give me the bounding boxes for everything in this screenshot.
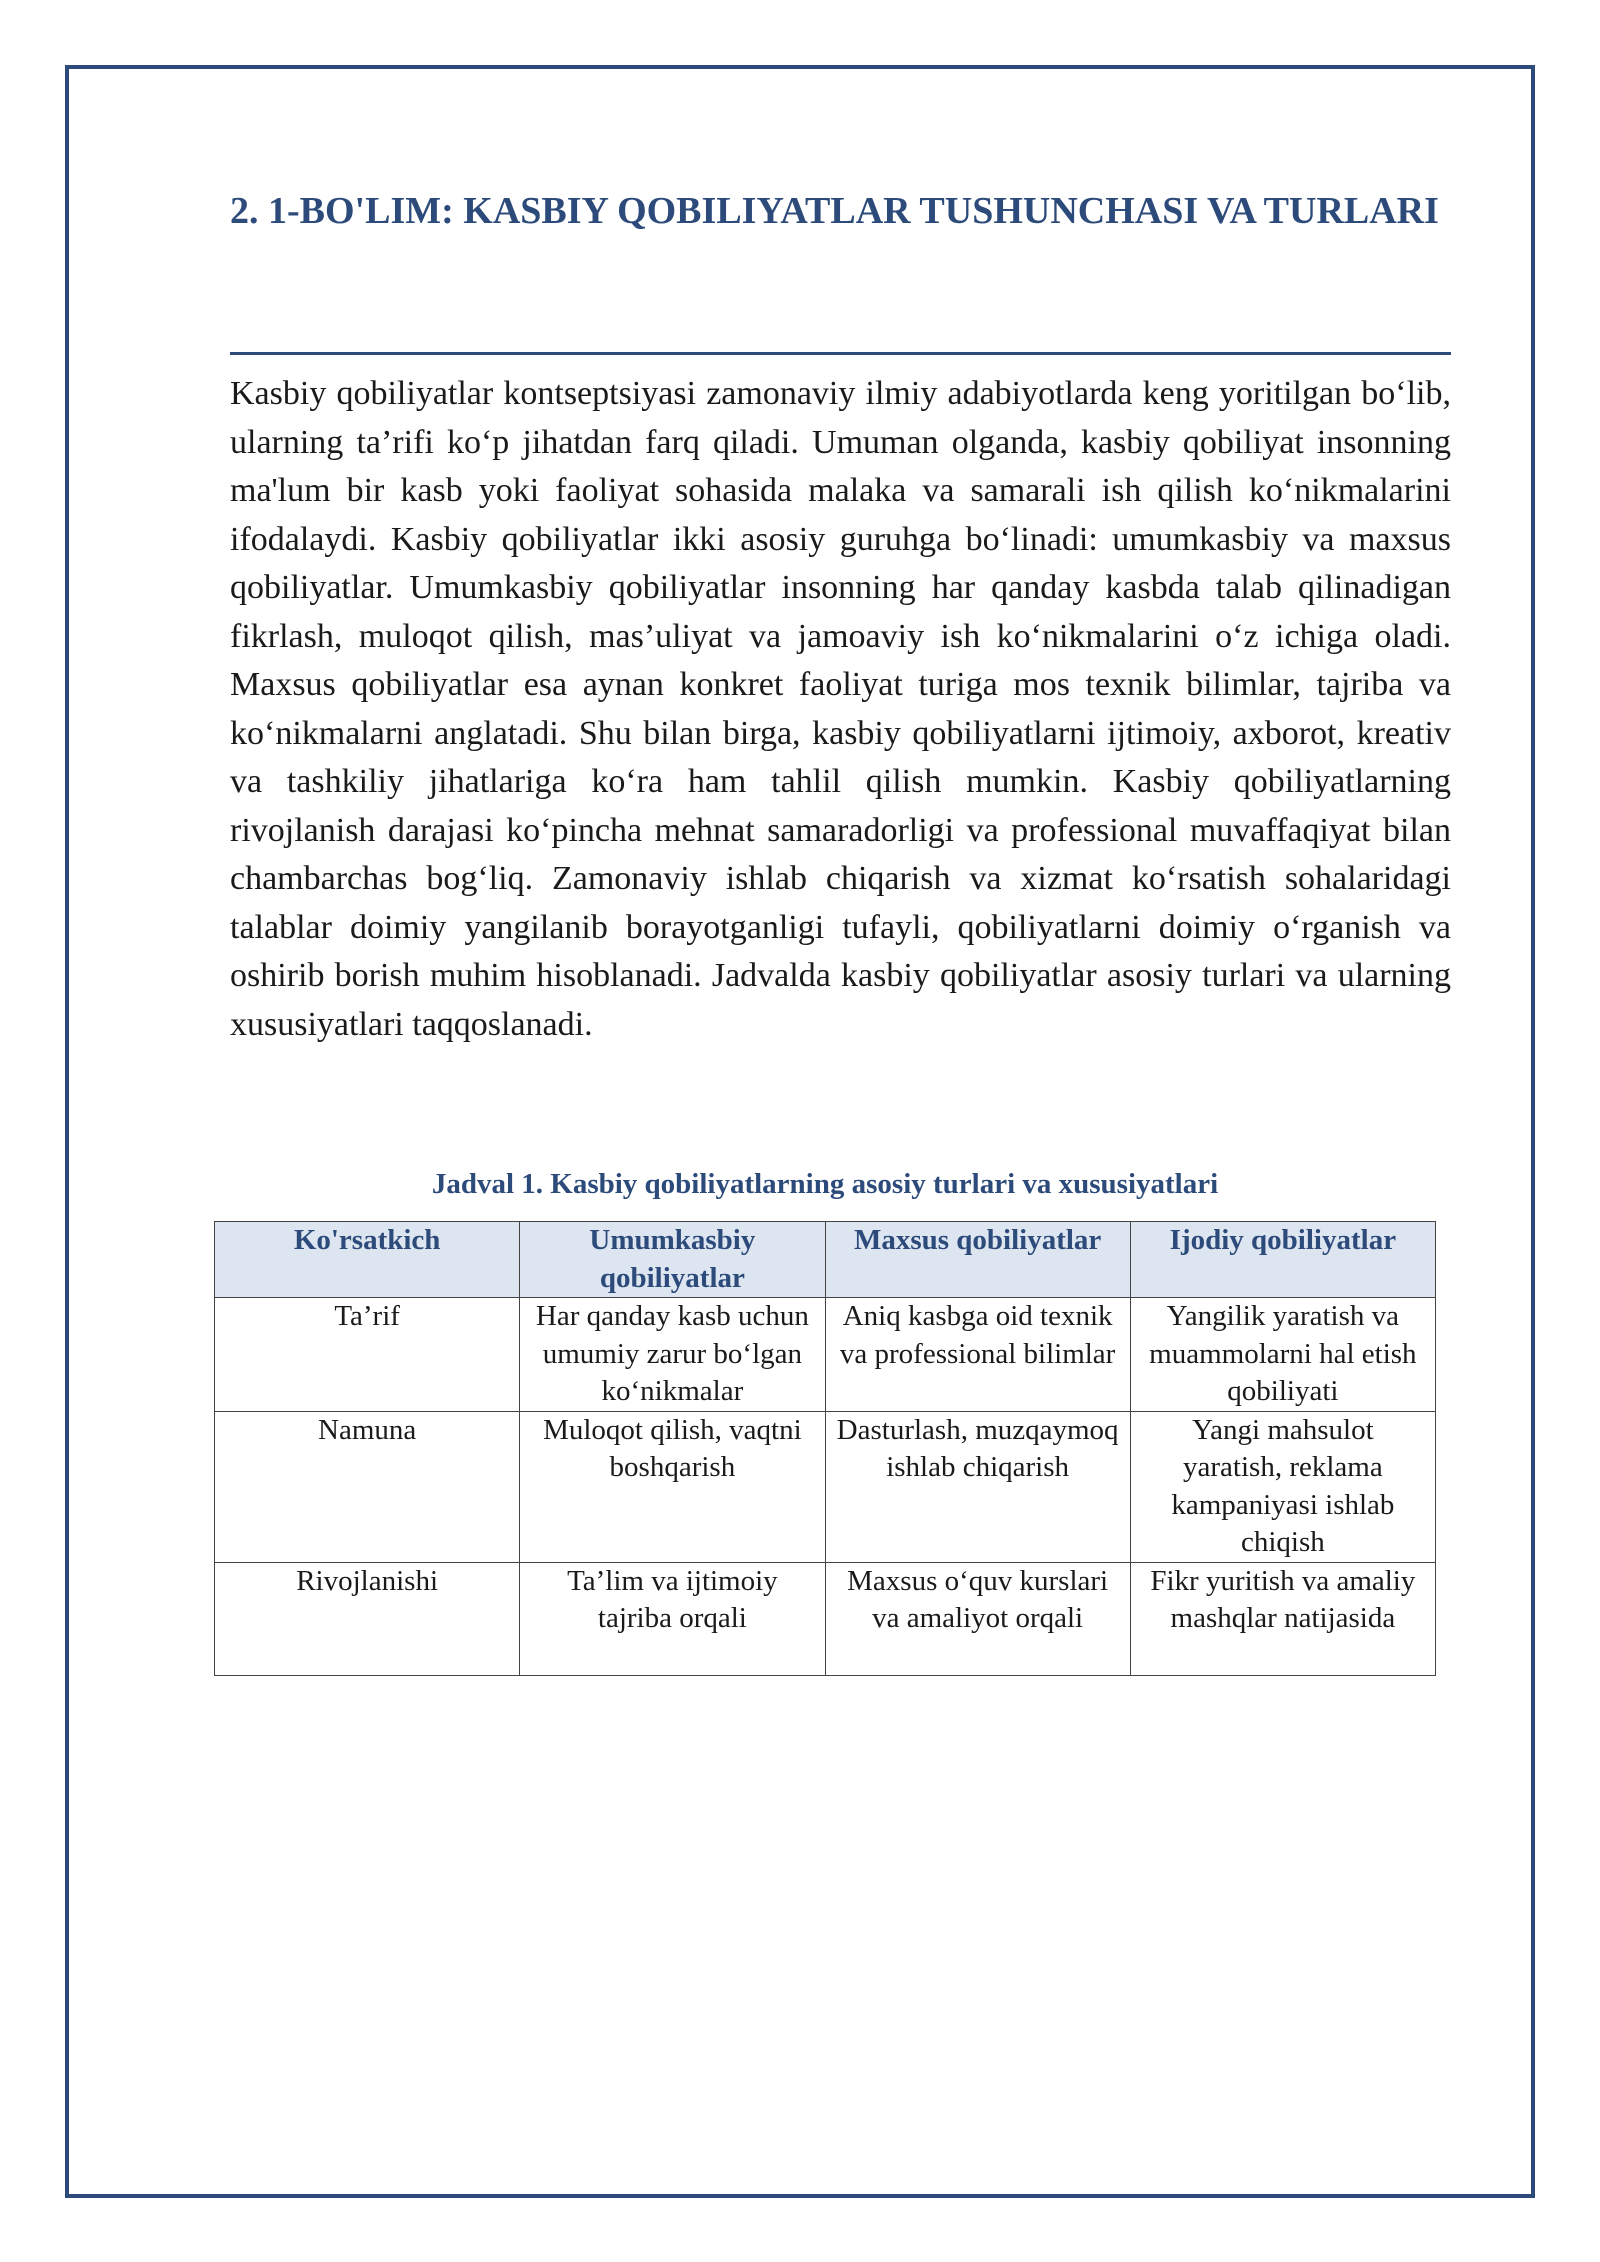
table-header-cell: Umumkasbiy qobiliyatlar [520, 1222, 825, 1298]
section-heading: 2. 1-BO'LIM: KASBIY QOBILIYATLAR TUSHUNCHASI VA TURLARI [230, 190, 1439, 232]
abilities-table [214, 1221, 1436, 1676]
table-cell: Ta’lim va ijtimoiy tajriba orqali [520, 1562, 825, 1675]
table-cell: Dasturlash, muzqaymoq ishlab chiqarish [825, 1411, 1130, 1562]
table-header-cell: Maxsus qobiliyatlar [825, 1222, 1130, 1298]
table-caption: Jadval 1. Kasbiy qobiliyatlarning asosiy turlari va xususiyatlari [431, 1168, 1219, 1200]
table-cell: Namuna [215, 1411, 520, 1562]
table-cell: Rivojlanishi [215, 1562, 520, 1675]
table-cell: Fikr yuritish va amaliy mashqlar natijasida [1130, 1562, 1435, 1675]
table-cell: Yangi mahsulot yaratish, reklama kampaniyasi ishlab chiqish [1130, 1411, 1435, 1562]
table-header-row [215, 1222, 1436, 1298]
table-row [215, 1298, 1436, 1412]
table-header-cell: Ko'rsatkich [215, 1222, 520, 1298]
table-cell: Ta’rif [215, 1298, 520, 1412]
table-cell: Maxsus o‘quv kurslari va amaliyot orqali [825, 1562, 1130, 1675]
table-cell: Aniq kasbga oid texnik va professional bilimlar [825, 1298, 1130, 1412]
body-paragraph: Kasbiy qobiliyatlar kontseptsiyasi zamonaviy ilmiy adabiyotlarda keng yoritilgan bo‘lib, ularning ta’rifi ko‘p jihatdan farq qiladi. Umuman olganda, kasbiy qobiliyat insonning ma'lum bir kasb yoki faoliyat sohasida malaka va samarali ish qilish ko‘nikmalarini ifodalaydi. Kasbiy qobiliyatlar ikki asosiy guruhga bo‘linadi: umumkasbiy va maxsus qobiliyatlar. Umumkasbiy qobiliyatlar insonning har qanday kasbda talab qilinadigan fikrlash, muloqot qilish, mas’uliyat va jamoaviy ish ko‘nikmalarini o‘z ichiga oladi. Maxsus qobiliyatlar esa aynan konkret faoliyat turiga mos texnik bilimlar, tajriba va ko‘nikmalarni anglatadi. Shu bilan birga, kasbiy qobiliyatlarni ijtimoiy, axborot, kreativ va tashkiliy jihatlariga ko‘ra ham tahlil qilish mumkin. Kasbiy qobiliyatlarning rivojlanish darajasi ko‘pincha mehnat samaradorligi va professional muvaffaqiyat bilan chambarchas bog‘liq. Zamonaviy ishlab chiqarish va xizmat ko‘rsatish sohalaridagi talablar doimiy yangilanib borayotganligi tufayli, qobiliyatlarni doimiy o‘rganish va oshirib borish muhim hisoblanadi. Jadvalda kasbiy qobiliyatlar asosiy turlari va ularning xususiyatlari taqqoslanadi. [230, 375, 1451, 1043]
table-row [215, 1411, 1436, 1562]
table-cell: Muloqot qilish, vaqtni boshqarish [520, 1411, 825, 1562]
table-row [215, 1562, 1436, 1675]
table-cell: Yangilik yaratish va muammolarni hal etish qobiliyati [1130, 1298, 1435, 1412]
table-cell: Har qanday kasb uchun umumiy zarur bo‘lgan ko‘nikmalar [520, 1298, 825, 1412]
heading-divider [230, 352, 1451, 355]
table-header-cell: Ijodiy qobiliyatlar [1130, 1222, 1435, 1298]
